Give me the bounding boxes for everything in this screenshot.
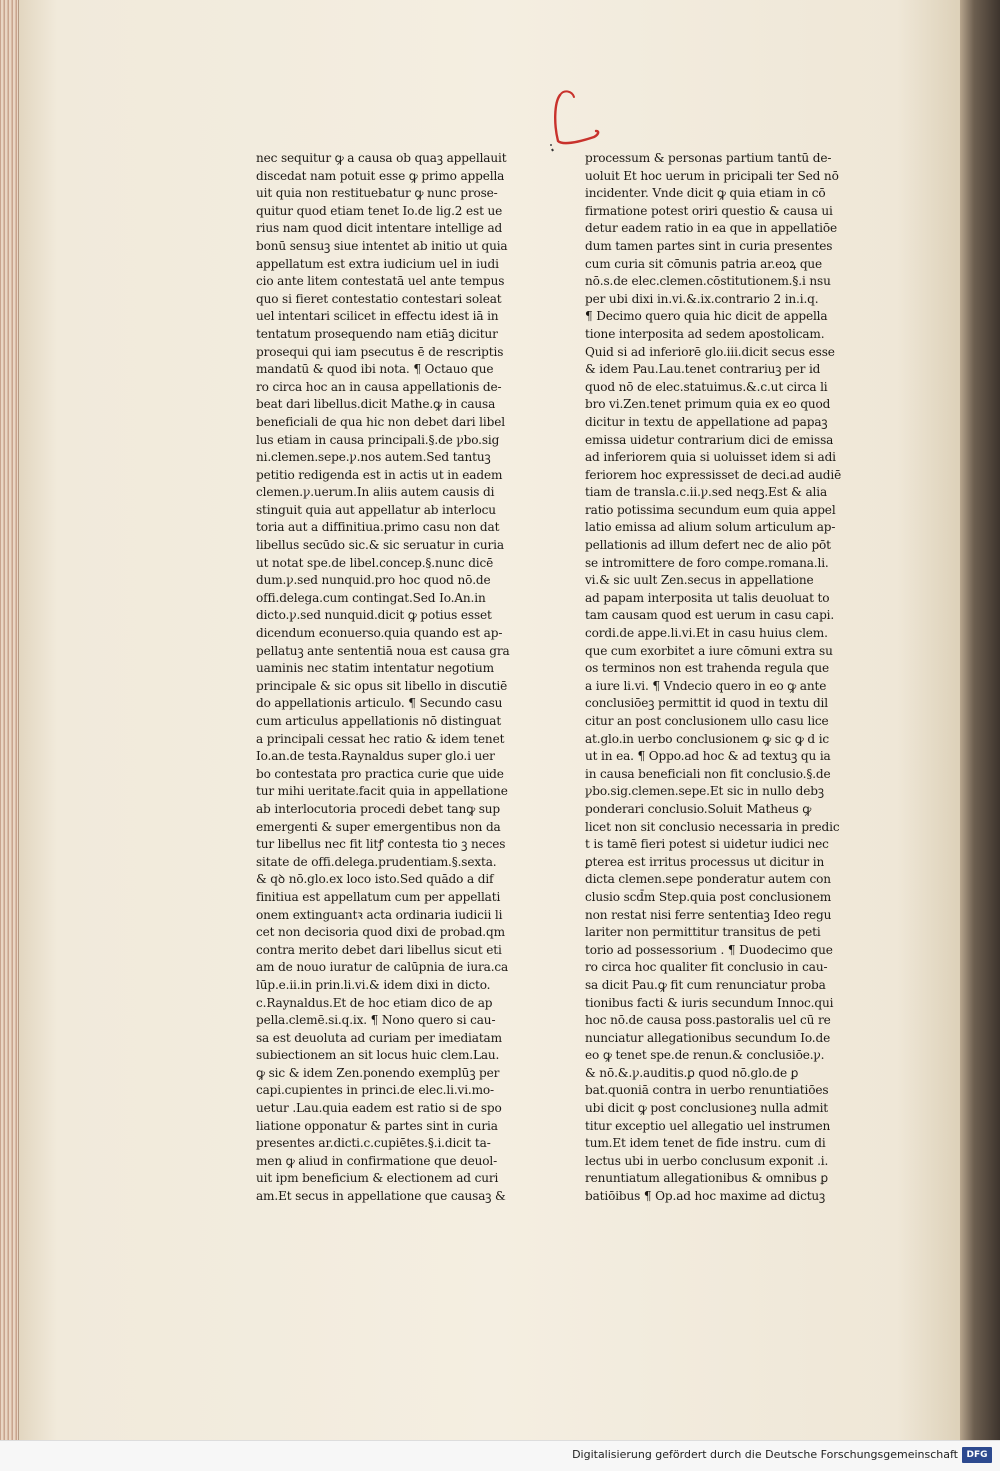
left-column-text-line: sa est deuoluta ad curiam per imediatam	[256, 1030, 502, 1045]
left-column-text-line: offi.delega.cum contingat.Sed Io.An.in	[256, 590, 486, 605]
left-column-text-line: tentatum prosequendo nam etiāꝫ dicitur	[256, 326, 498, 341]
left-column-text-line: tur mihi ueritate.facit quia in appellatione	[256, 784, 508, 799]
left-column-text-line: finitiua est appellatum cum per appellati	[256, 889, 501, 904]
left-column-text-line: uit quia non restituebatur ꝙ nunc prose-	[256, 186, 498, 201]
left-column-text-line: cet non decisoria quod dixi de probad.qm	[256, 925, 505, 940]
right-column-text-line: dicitur in textu de appellatione ad papaꝫ	[585, 414, 828, 429]
left-column-text-line: dicto.ꝩ.sed nunquid.dicit ꝙ potius esset	[256, 608, 492, 623]
left-column-text-line: uaminis nec statim intentatur negotium	[256, 661, 494, 676]
right-column-text-line: a iure li.vi. ¶ Vndecio quero in eo ꝙ ante	[585, 678, 827, 693]
right-column-text-line: ro circa hoc qualiter fit conclusio in cau-	[585, 960, 828, 975]
right-column-text-line: renuntiatum allegationibus & omnibus ꝑ	[585, 1171, 829, 1186]
right-column-text-line: nō.s.de elec.clemen.cōstitutionem.§.i nsu	[585, 274, 831, 289]
left-column-text-line: nec sequitur ꝙ a causa ob quaꝫ appellauit	[256, 151, 507, 165]
left-column-text-line: presentes ar.dicti.c.cupiētes.§.i.dicit ta-	[256, 1136, 491, 1151]
right-column-text-line: torio ad possessorium . ¶ Duodecimo que	[585, 942, 833, 957]
left-column-text-line: sitate de offi.delega.prudentiam.§.sexta.	[256, 854, 497, 869]
left-column-text-line: dum.ꝩ.sed nunquid.pro hoc quod nō.de	[256, 573, 491, 588]
right-column-text-line: batiōibus ¶ Op.ad hoc maxime ad dictuꝫ	[585, 1189, 826, 1204]
left-column-text-line: Io.an.de testa.Raynaldus super glo.i uer	[256, 749, 495, 764]
left-column-text-line: liatione opponatur & partes sint in curia	[256, 1118, 498, 1133]
right-column-text-line: ponderari conclusio.Soluit Matheus ꝙ	[585, 801, 812, 816]
left-column-text-line: appellatum est extra iudicium uel in iudi	[256, 256, 499, 271]
left-column-text-line: ro circa hoc an in causa appellationis de-	[256, 379, 502, 394]
right-column-text-line: ut in ea. ¶ Oppo.ad hoc & ad textuꝫ qu ia	[585, 749, 831, 764]
left-column-text-line: dicendum econuerso.quia quando est ap-	[256, 626, 503, 641]
book-gutter-shadow	[960, 0, 1000, 1440]
right-column-text-line: que cum exorbitet a iure cōmuni extra su	[585, 643, 833, 658]
left-column-text-line: onem extinguantꝛ acta ordinaria iudicii li	[256, 907, 503, 922]
right-column-text-line: emissa uidetur contrarium dici de emissa	[585, 432, 834, 447]
left-column-text-line: toria aut a diffinitiua.primo casu non dat	[256, 520, 500, 535]
right-column-text-line: pellationis ad illum defert nec de alio pōt	[585, 538, 831, 553]
right-column-text-line: incidenter. Vnde dicit ꝙ quia etiam in cō	[585, 186, 826, 201]
right-column-text-line: detur eadem ratio in ea que in appellatiōe	[585, 221, 838, 236]
right-column-text-line: ad inferiorem quia si uoluisset idem si adi	[585, 450, 836, 465]
dfg-logo-icon: DFG	[962, 1447, 992, 1463]
right-column-text-line: processum & personas partium tantū de-	[585, 151, 832, 165]
left-column-text-line: am.Et secus in appellatione que causaꝫ &	[256, 1189, 506, 1204]
right-column-text-line: titur exceptio uel allegatio uel instrumen	[585, 1118, 831, 1133]
handwritten-red-mark	[540, 85, 610, 155]
left-column-text-line: principale & sic opus sit libello in discutiē	[256, 678, 508, 693]
right-column-text-line: hoc nō.de causa poss.pastoralis uel cū re	[585, 1013, 831, 1028]
left-column-text-line: libellus secūdo sic.& sic seruatur in curia	[256, 538, 504, 553]
left-column-text-line: ꝙ sic & idem Zen.ponendo exemplūꝫ per	[256, 1065, 500, 1080]
right-column-text-line: Quid si ad inferiorē glo.iii.dicit secus esse	[585, 344, 835, 359]
left-column-text-line: lus etiam in causa principali.§.de ꝩbo.sig	[256, 432, 500, 447]
left-column-text-line: cio ante litem contestatā uel ante tempus	[256, 274, 505, 289]
right-column-text-line: se intromittere de foro compe.romana.li.	[585, 555, 829, 570]
left-column-text-line: quo si fieret contestatio contestari soleat	[256, 291, 502, 306]
right-column-text-line: at.glo.in uerbo conclusionem ꝙ sic ꝙ d ic	[585, 731, 830, 746]
left-column-text-line: uel intentari scilicet in effectu idest iā in	[256, 309, 499, 324]
left-column-text-line: a principali cessat hec ratio & idem tenet	[256, 731, 505, 746]
right-column-text-line: ꝑterea est irritus processus ut dicitur in	[585, 854, 825, 869]
right-column-text-line: feriorem hoc expressisset de deci.ad audiē	[585, 467, 842, 482]
right-column-text-line: ratio potissima secundum eum quia appel	[585, 502, 836, 517]
left-column-text-line: lūp.e.ii.in prin.li.vi.& idem dixi in dicto.	[256, 977, 491, 992]
right-column-text-line: vi.& sic uult Zen.secus in appellatione	[585, 573, 814, 588]
left-column-text-line: beneficiali de qua hic non debet dari libel	[256, 414, 505, 429]
right-column-text-line: lariter non permittitur transitus de peti	[585, 925, 821, 940]
right-column-text-line: dicta clemen.sepe ponderatur autem con	[585, 872, 831, 887]
left-column-text-line: am de nouo iuratur de calūpnia de iura.ca	[256, 960, 509, 975]
left-column-text-line: uit ipm beneficium & electionem ad curi	[256, 1171, 499, 1186]
right-column-text-line: per ubi dixi in.vi.&.ix.contrario 2 in.i.q.	[585, 291, 819, 306]
left-column-text-line: mandatū & quod ibi nota. ¶ Octauo que	[256, 362, 494, 377]
left-column-text-line: petitio redigenda est in actis ut in eadem	[256, 467, 503, 482]
left-column-text-line: bo contestata pro practica curie que uide	[256, 766, 504, 781]
left-column-text-line: ab interlocutoria procedi debet tanꝙ sup	[256, 801, 501, 816]
digitization-credit: Digitalisierung gefördert durch die Deutsche Forschungsgemeinschaft	[572, 1448, 958, 1461]
left-column-text-line: stinguit quia aut appellatur ab interlocu	[256, 502, 496, 517]
right-column-text-line: tum.Et idem tenet de fide instru. cum di	[585, 1136, 826, 1151]
right-column-text-line: bat.quoniā contra in uerbo renuntiatiōes	[585, 1083, 829, 1098]
right-column-text-line: eo ꝙ tenet spe.de renun.& conclusiōe.ꝩ.	[585, 1048, 825, 1063]
left-column-text-line: bonū sensuꝫ siue intentet ab initio ut quia	[256, 238, 508, 253]
right-column-text-line: ubi dicit ꝙ post conclusioneꝫ nulla admit	[585, 1101, 829, 1116]
left-column-text-line: discedat nam potuit esse ꝙ primo appella	[256, 168, 505, 183]
right-column-text-line: tiam de transla.c.ii.ꝩ.sed neqꝫ.Est & alia	[585, 485, 828, 500]
right-column-text-line: licet non sit conclusio necessaria in predic	[585, 819, 840, 834]
right-column-text-line: tam causam quod est uerum in casu capi.	[585, 608, 835, 623]
left-column-text-line: pella.clemē.si.q.ix. ¶ Nono quero si cau-	[256, 1013, 496, 1028]
right-column-text-line: cum curia sit cōmunis patria ar.eoꝝ que	[585, 256, 823, 271]
right-column-text-line: in causa beneficiali non fit conclusio.§.de	[585, 766, 831, 781]
left-column-text-line: tur libellus nec fit litꝭ contesta tio ꝫ neces	[256, 837, 506, 852]
right-column-text-line: os terminos non est trahenda regula que	[585, 661, 829, 676]
left-column-text-line: cum articulus appellationis nō distinguat	[256, 714, 502, 728]
left-column-text-line: subiectionem an sit locus huic clem.Lau.	[256, 1048, 500, 1063]
left-column-text-line: & qꝺ nō.glo.ex loco isto.Sed quādo a dif	[256, 872, 494, 887]
left-column-text-line: beat dari libellus.dicit Mathe.ꝙ in causa	[256, 397, 496, 412]
right-column-text-line: citur an post conclusionem ullo casu lice	[585, 714, 829, 728]
right-column-text-line: quod nō de elec.statuimus.&.c.ut circa li	[585, 379, 828, 394]
right-column-text-line: & idem Pau.Lau.tenet contrariuꝫ per id	[585, 362, 821, 377]
left-column-text-line: emergenti & super emergentibus non da	[256, 819, 501, 834]
right-column-text-line: nunciatur allegationibus secundum Io.de	[585, 1030, 831, 1045]
text-column-left	[256, 150, 551, 1206]
right-column-text-line: ꝩbo.sig.clemen.sepe.Et sic in nullo debꝫ	[585, 784, 824, 799]
right-column-text-line: & nō.&.ꝩ.auditis.ꝑ quod nō.glo.de ꝑ	[585, 1065, 799, 1080]
left-column-text-line: ni.clemen.sepe.ꝩ.nos autem.Sed tantuꝫ	[256, 450, 491, 465]
left-column-text-line: pellatuꝫ ante sententiā noua est causa gra	[256, 643, 510, 658]
left-column-text-line: men ꝙ aliud in confirmatione que deuol-	[256, 1153, 498, 1168]
right-column-text-line: conclusiōeꝫ permittit id quod in textu dil	[585, 696, 828, 711]
right-column-text-line: cordi.de appe.li.vi.Et in casu huius clem.	[585, 626, 828, 641]
right-column-text-line: ad papam interposita ut talis deuoluat to	[585, 590, 830, 605]
left-column-text-line: capi.cupientes in princi.de elec.li.vi.mo-	[256, 1083, 494, 1098]
left-column-text-line: uetur .Lau.quia eadem est ratio si de spo	[256, 1101, 502, 1116]
left-column-text-line: do appellationis articulo. ¶ Secundo casu	[256, 696, 503, 711]
left-column-text-line: quitur quod etiam tenet Io.de lig.2 est ue	[256, 203, 503, 218]
right-column-text-line: t is tamē fieri potest si uidetur iudici nec	[585, 837, 829, 852]
text-column-right	[585, 150, 880, 1206]
left-column-text-line: rius nam quod dicit intentare intellige ad	[256, 221, 503, 236]
right-column-text-line: lectus ubi in uerbo conclusum exponit .i.	[585, 1153, 829, 1168]
right-column-text-line: sa dicit Pau.ꝙ fit cum renunciatur proba	[585, 977, 826, 992]
right-column-text-line: bro vi.Zen.tenet primum quia ex eo quod	[585, 397, 831, 412]
right-column-text-line: dum tamen partes sint in curia presentes	[585, 238, 833, 253]
right-column-text-line: ¶ Decimo quero quia hic dicit de appella	[585, 309, 828, 324]
right-column-text-line: tionibus facti & iuris secundum Innoc.qui	[585, 995, 834, 1010]
right-column-text-line: non restat nisi ferre sententiaꝫ Ideo regu	[585, 907, 832, 922]
left-column-text-line: contra merito debet dari libellus sicut eti	[256, 942, 502, 957]
right-column-text-line: uoluit Et hoc uerum in pricipali ter Sed nō	[585, 168, 839, 183]
right-column-text-line: clusio scd̄m Step.quia post conclusionem	[585, 889, 832, 904]
right-column-text-line: firmatione potest oriri questio & causa ui	[585, 203, 833, 218]
footer-bar	[0, 1440, 1000, 1471]
left-column-text-line: clemen.ꝩ.uerum.In aliis autem causis di	[256, 485, 495, 500]
right-column-text-line: tione interposita ad sedem apostolicam.	[585, 326, 825, 341]
right-column-text-line: latio emissa ad alium solum articulum ap-	[585, 520, 836, 535]
left-column-text-line: c.Raynaldus.Et de hoc etiam dico de ap	[256, 995, 493, 1010]
left-column-text-line: prosequi qui iam psecutus ē de rescriptis	[256, 344, 504, 359]
left-column-text-line: ut notat spe.de libel.concep.§.nunc dicē	[256, 555, 494, 570]
